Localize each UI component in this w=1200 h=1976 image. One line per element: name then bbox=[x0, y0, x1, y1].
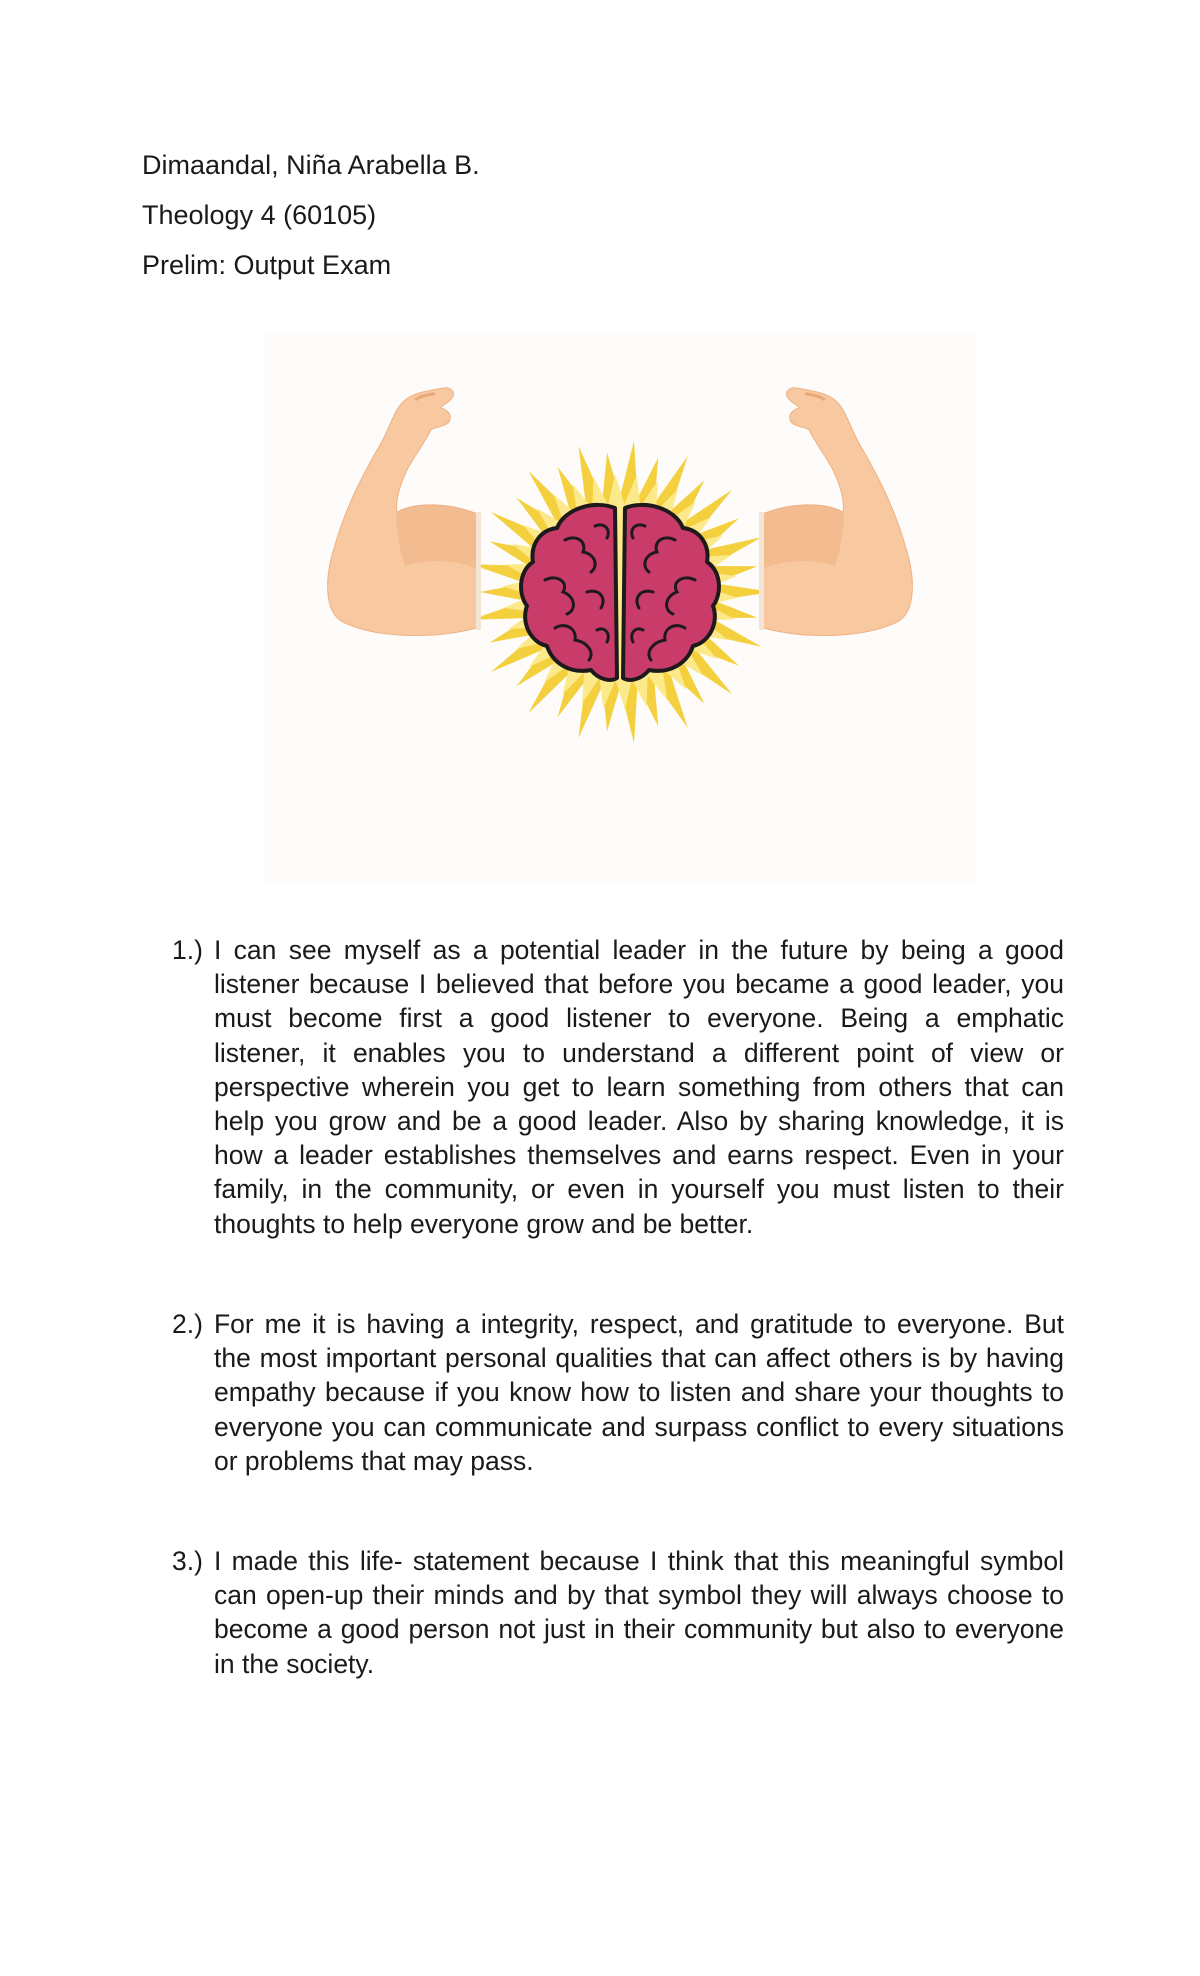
brain-flexing-arms-illustration bbox=[265, 330, 975, 885]
answer-number: 2.) bbox=[172, 1309, 203, 1339]
answer-item-1 bbox=[172, 933, 1064, 1241]
student-name: Dimaandal, Niña Arabella B. bbox=[142, 150, 480, 180]
starburst-icon bbox=[471, 441, 772, 744]
left-flexing-arm-icon bbox=[328, 388, 481, 636]
answer-number: 1.) bbox=[172, 935, 203, 965]
exam-title: Prelim: Output Exam bbox=[142, 250, 392, 280]
answer-text: I made this life- statement because I think that this meaningful symbol can open-up their minds and by that symbol they will always choose to become a good person not just in their community but also to everyone in the society. bbox=[214, 1546, 1064, 1679]
answer-item-2 bbox=[172, 1307, 1064, 1478]
right-flexing-arm-icon bbox=[759, 388, 912, 636]
document-header bbox=[142, 140, 480, 290]
answer-text: I can see myself as a potential leader in the future by being a good listener because I believed that before you became a good leader, you must become first a good listener to everyone. Being a emphatic listener, it enables you to understand a different point of view or perspective wherein you get to learn something from others that can help you grow and be a good leader. Also by sharing knowledge, it is how a leader establishes themselves and earns respect. Even in your family, in the community, or even in yourself you must listen to their thoughts to help everyone grow and be better. bbox=[214, 935, 1064, 1239]
answer-item-3 bbox=[172, 1544, 1064, 1681]
course-title: Theology 4 (60105) bbox=[142, 200, 377, 230]
answer-number: 3.) bbox=[172, 1546, 203, 1576]
illustration-canvas bbox=[265, 330, 975, 885]
answer-text: For me it is having a integrity, respect, and gratitude to everyone. But the most important personal qualities that can affect others is by having empathy because if you know how to listen and share your thoughts to everyone you can communicate and surpass conflict to every situations or problems that may pass. bbox=[214, 1309, 1064, 1476]
